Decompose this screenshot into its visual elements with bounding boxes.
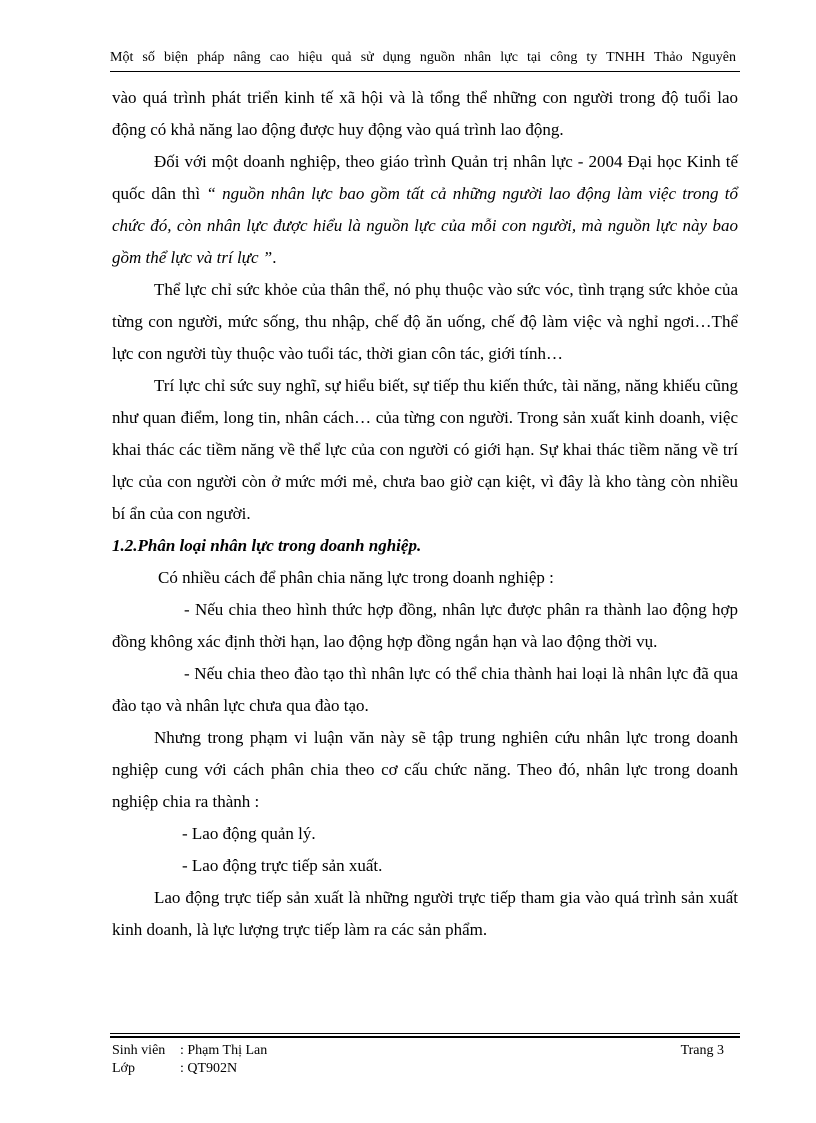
paragraph-2-text: Đối với một doanh nghiệp, theo giáo trình Quản trị nhân lực - 2004 Đại học Kinh tế quốc dân thì — [112, 152, 738, 203]
paragraph-5: Có nhiều cách để phân chia năng lực trong doanh nghiệp : — [158, 568, 554, 587]
page-footer — [112, 1042, 738, 1078]
document-body — [112, 82, 738, 946]
paragraph-2-quote: “ nguồn nhân lực bao gồm tất cả những người lao động làm việc trong tổ chức đó, còn nhân lực được hiểu là nguồn lực của mỗi con người, mà nguồn lực này bao gồm thể lực và trí lực ” — [112, 184, 738, 267]
footer-class-value: : QT902N — [180, 1061, 238, 1076]
paragraph-1: vào quá trình phát triển kinh tế xã hội và là tổng thể những con người trong độ tuổi lao động có khả năng lao động được huy động vào quá trình lao động. — [112, 88, 738, 139]
footer-student-row — [112, 1042, 738, 1060]
paragraph-3: Thể lực chỉ sức khỏe của thân thể, nó phụ thuộc vào sức vóc, tình trạng sức khỏe của từng con người, mức sống, thu nhập, chế độ ăn uống, chế độ làm việc và nghỉ ngơi…Thể lực con người tùy thuộc vào tuổi tác, thời gian côn tác, giới tính… — [112, 280, 738, 363]
page-header-title: Một số biện pháp nâng cao hiệu quả sử dụng nguồn nhân lực tại công ty TNHH Thảo Nguyên — [110, 50, 736, 65]
footer-divider-thin — [110, 1033, 740, 1034]
list-item-production: - Lao động trực tiếp sản xuất. — [182, 856, 383, 875]
header-divider — [110, 71, 740, 72]
paragraph-2-end: . — [272, 248, 277, 267]
paragraph-11: Lao động trực tiếp sản xuất là những người trực tiếp tham gia vào quá trình sản xuất kinh doanh, là lực lượng trực tiếp làm ra các sản phẩm. — [112, 888, 738, 939]
paragraph-2 — [112, 146, 738, 274]
list-item-management: - Lao động quản lý. — [182, 824, 316, 843]
list-item-training: - Nếu chia theo đào tạo thì nhân lực có thể chia thành hai loại là nhân lực đã qua đào tạo và nhân lực chưa qua đào tạo. — [112, 664, 738, 715]
list-item-contract: - Nếu chia theo hình thức hợp đồng, nhân lực được phân ra thành lao động hợp đồng không xác định thời hạn, lao động hợp đồng ngắn hạn và lao động thời vụ. — [112, 600, 738, 651]
footer-page-number: Trang 3 — [680, 1043, 724, 1058]
footer-divider-thick — [110, 1036, 740, 1038]
paragraph-8: Nhưng trong phạm vi luận văn này sẽ tập trung nghiên cứu nhân lực trong doanh nghiệp cung với cách phân chia theo cơ cấu chức năng. Theo đó, nhân lực trong doanh nghiệp chia ra thành : — [112, 728, 738, 811]
footer-student-value: : Phạm Thị Lan — [180, 1043, 268, 1058]
paragraph-4: Trí lực chỉ sức suy nghĩ, sự hiểu biết, sự tiếp thu kiến thức, tài năng, năng khiếu cũng như quan điểm, long tin, nhân cách… của từng con người. Trong sản xuất kinh doanh, việc khai thác các tiềm năng về thể lực của con người có giới hạn. Sự khai thác tiềm năng về trí lực của con người còn ở mức mới mẻ, chưa bao giờ cạn kiệt, vì đây là kho tàng còn nhiều bí ẩn của con người. — [112, 376, 738, 523]
footer-class-row — [112, 1060, 738, 1078]
section-heading: 1.2.Phân loại nhân lực trong doanh nghiệp. — [112, 536, 422, 555]
footer-student-label: Sinh viên — [112, 1043, 166, 1058]
footer-class-label: Lớp — [112, 1061, 135, 1076]
